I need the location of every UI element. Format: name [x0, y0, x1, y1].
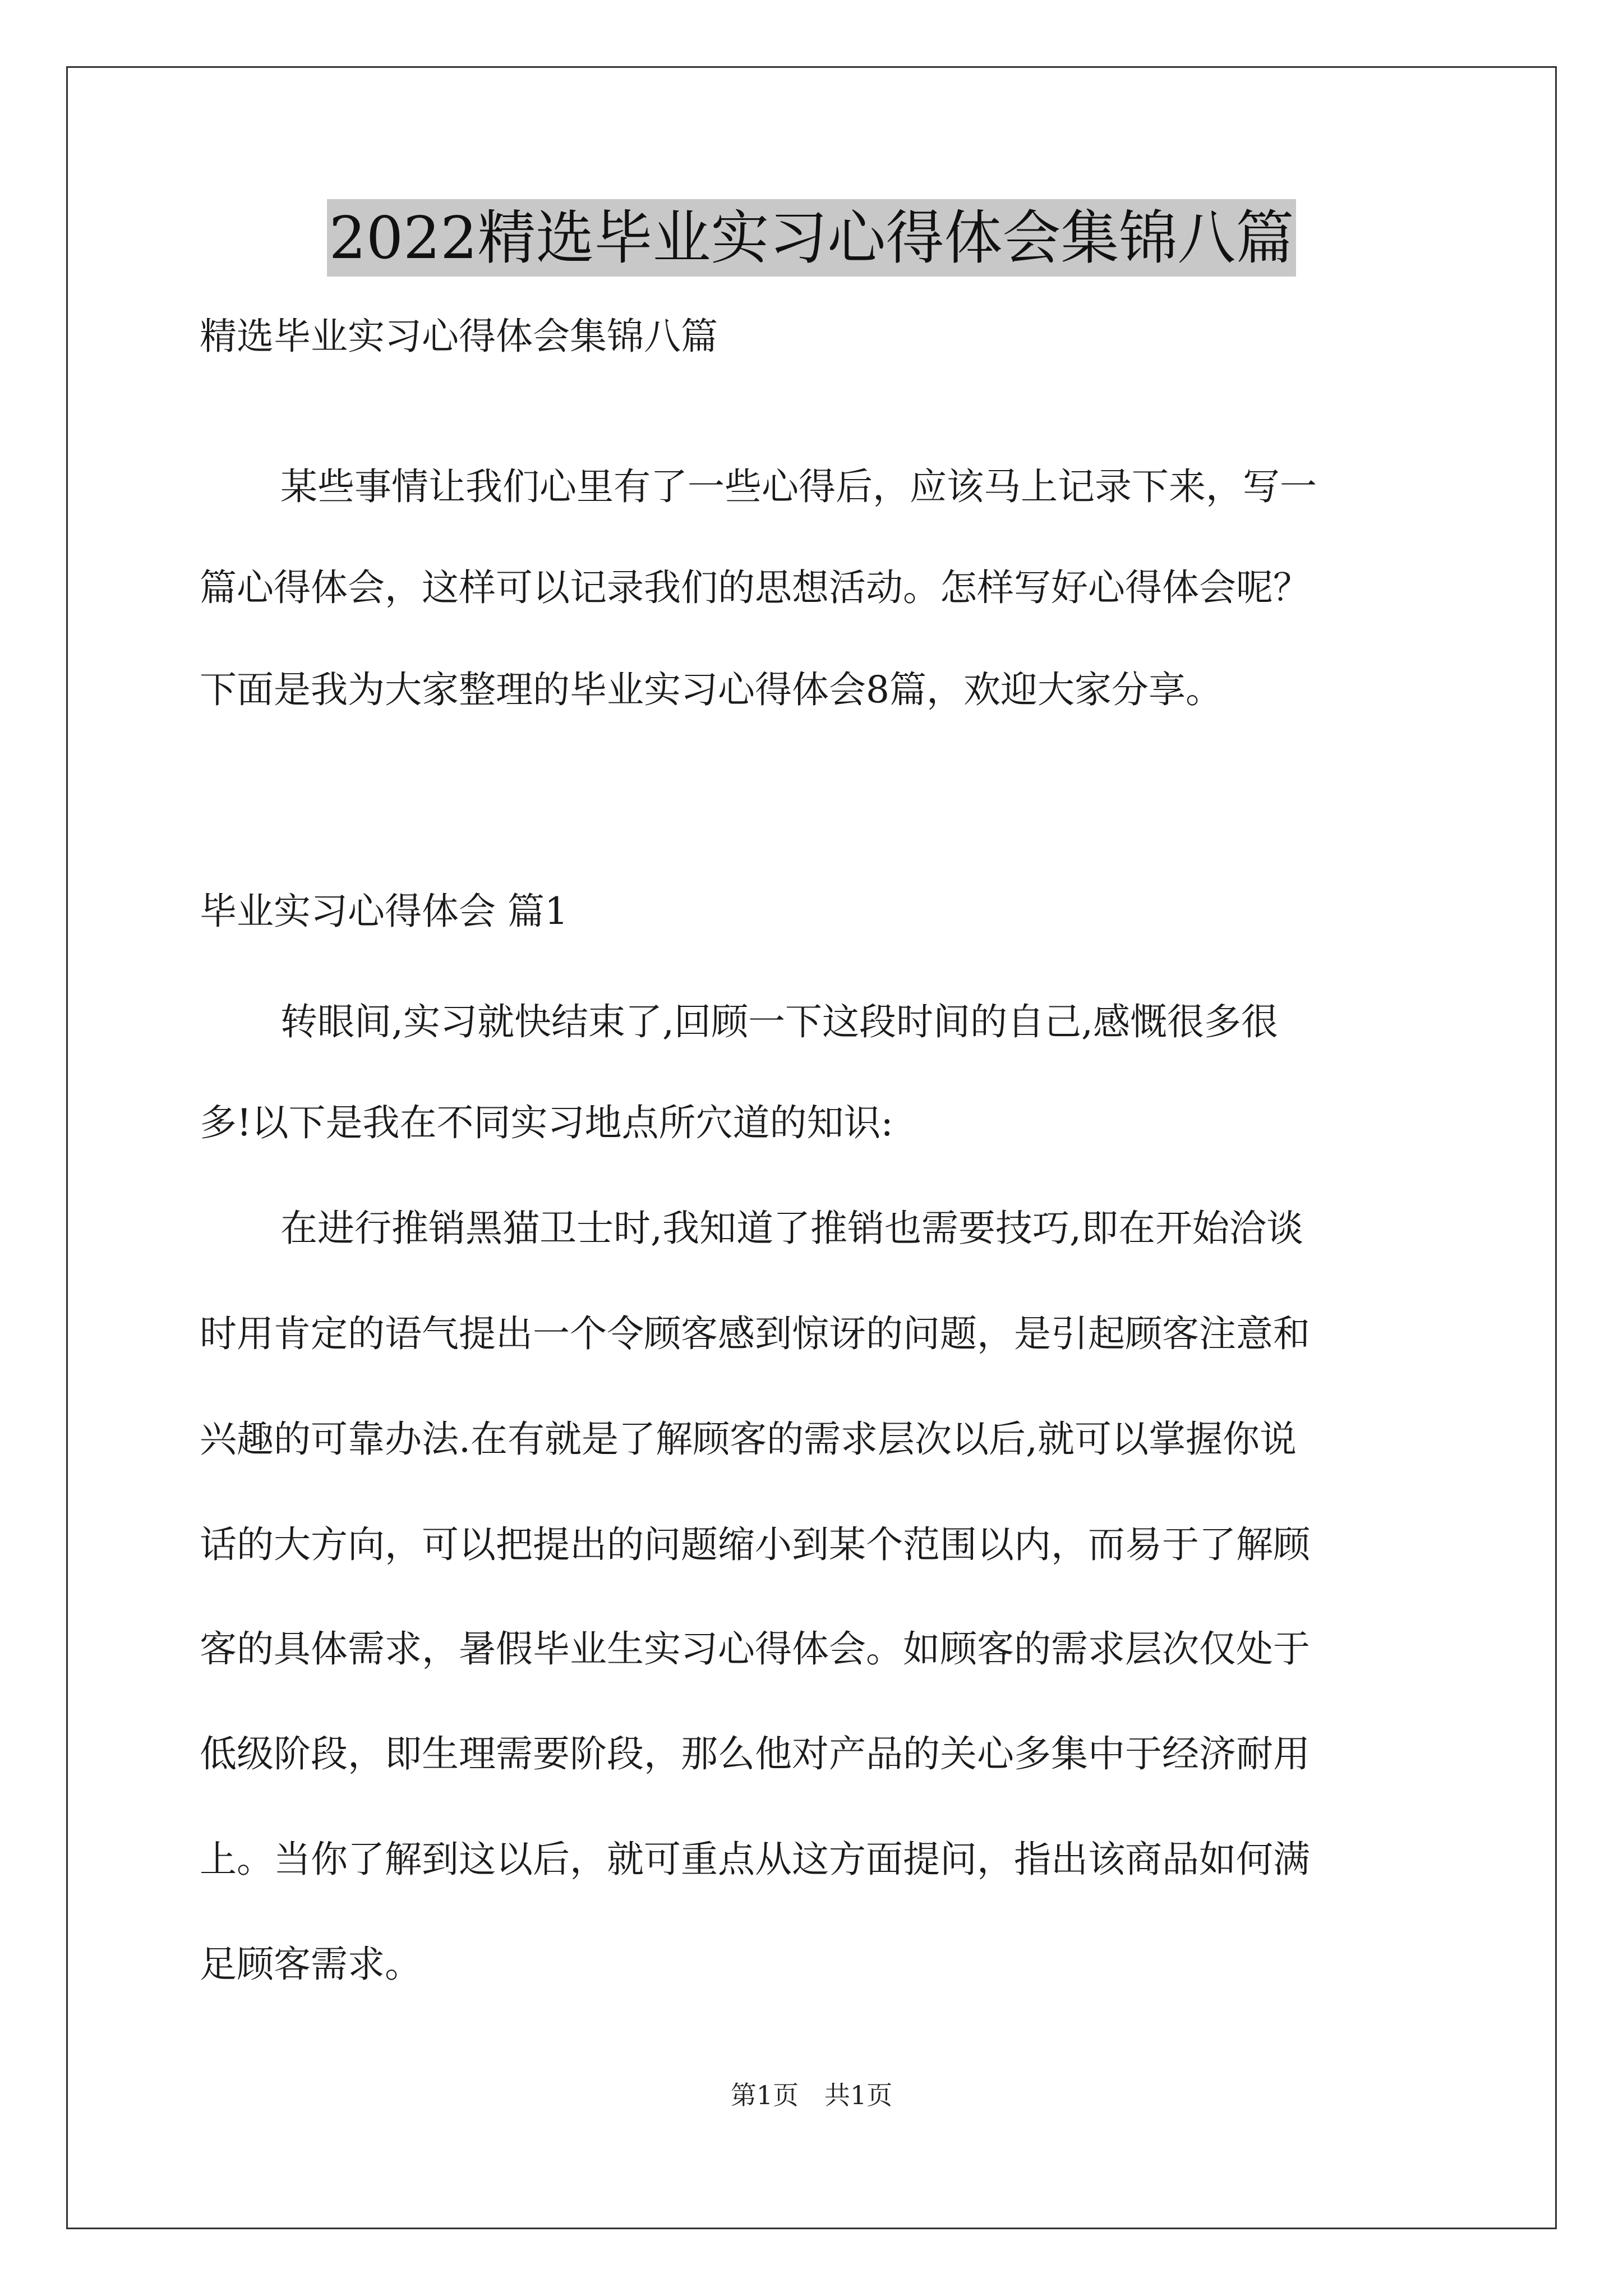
para2-line-2: 时用肯定的语气提出一个令顾客感到惊讶的问题，是引起顾客注意和 [200, 1312, 1310, 1355]
document-title: 2022精选毕业实习心得体会集锦八篇 [327, 199, 1297, 277]
page-border [66, 66, 1557, 2229]
intro-line-3: 下面是我为大家整理的毕业实习心得体会8篇，欢迎大家分享。 [200, 668, 1223, 711]
intro-line-2: 篇心得体会，这样可以记录我们的思想活动。怎样写好心得体会呢？ [200, 566, 1310, 609]
para2-line-4: 话的大方向，可以把提出的问题缩小到某个范围以内，而易于了解顾 [200, 1523, 1310, 1566]
para2-line-8: 足顾客需求。 [200, 1943, 422, 1986]
title-container [0, 199, 1623, 277]
intro-line-1: 某些事情让我们心里有了一些心得后，应该马上记录下来，写一 [280, 465, 1317, 508]
page-footer: 第1页 共1页 [730, 2080, 893, 2110]
para2-line-3: 兴趣的可靠办法.在有就是了解顾客的需求层次以后,就可以掌握你说 [200, 1418, 1297, 1461]
para2-line-5: 客的具体需求，暑假毕业生实习心得体会。如顾客的需求层次仅处于 [200, 1627, 1310, 1671]
para2-line-1: 在进行推销黑猫卫士时,我知道了推销也需要技巧,即在开始洽谈 [280, 1207, 1303, 1250]
para1-line-2: 多!以下是我在不同实习地点所穴道的知识: [200, 1101, 893, 1144]
para2-line-6: 低级阶段，即生理需要阶段，那么他对产品的关心多集中于经济耐用 [200, 1732, 1310, 1775]
section-heading: 毕业实习心得体会 篇1 [200, 890, 568, 933]
para1-line-1: 转眼间,实习就快结束了,回顾一下这段时间的自己,感慨很多很 [280, 1000, 1278, 1043]
para2-line-7: 上。当你了解到这以后，就可重点从这方面提问，指出该商品如何满 [200, 1838, 1310, 1881]
document-subtitle: 精选毕业实习心得体会集锦八篇 [200, 315, 718, 358]
